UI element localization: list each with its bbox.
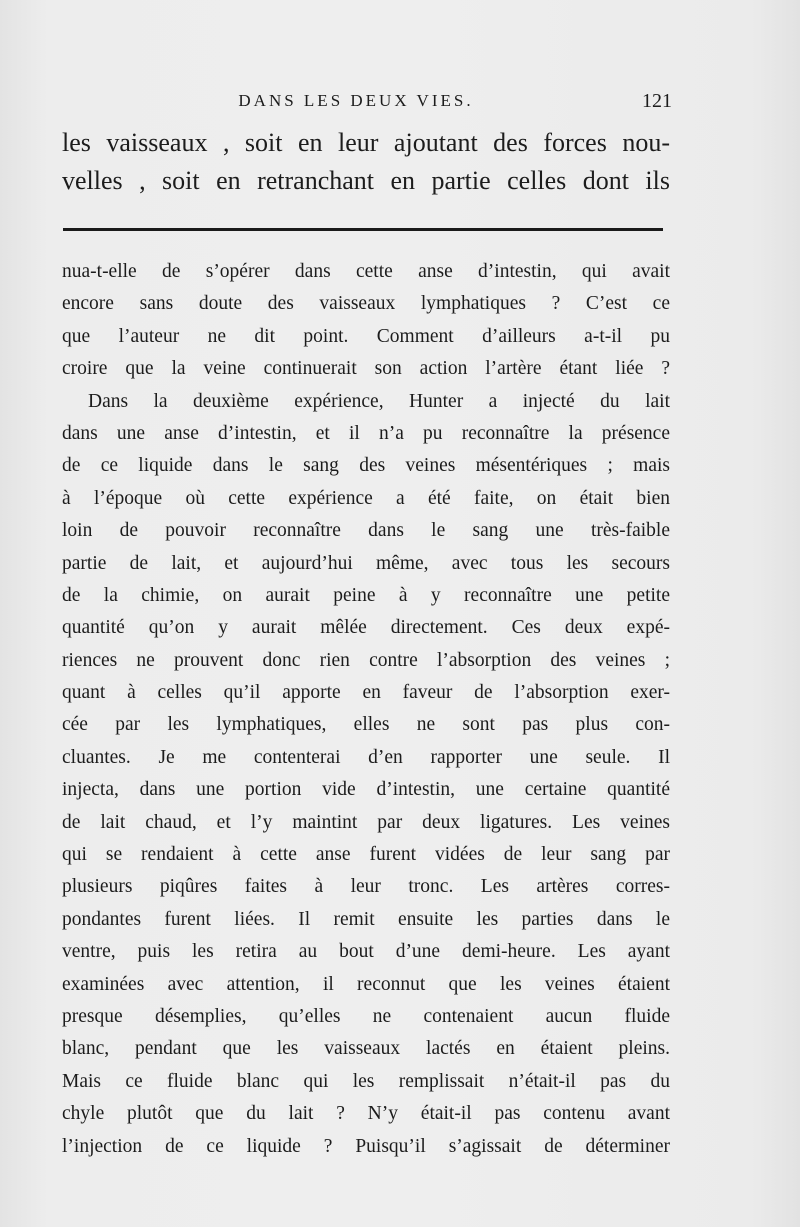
footnote-line: de la chimie, on aurait peine à y reconnaître une petite	[62, 584, 670, 606]
page-number: 121	[642, 90, 672, 112]
footnote-line: cluantes. Je me contenterai d’en rapporter une seule. Il	[62, 746, 670, 768]
footnote-line: partie de lait, et aujourd’hui même, avec tous les secours	[62, 552, 670, 574]
footnote-line: injecta, dans une portion vide d’intestin, une certaine quantité	[62, 779, 670, 801]
footnote-line: encore sans doute des vaisseaux lymphatiques ? C’est ce	[62, 293, 670, 315]
footnote-line: Dans la deuxième expérience, Hunter a injecté du lait	[88, 390, 670, 412]
footnote-line: loin de pouvoir reconnaître dans le sang une très-faible	[62, 520, 670, 542]
footnote-line: Mais ce fluide blanc qui les remplissait n’était-il pas du	[62, 1070, 670, 1092]
main-text	[62, 124, 670, 200]
footnote-line: riences ne prouvent donc rien contre l’absorption des veines ;	[62, 649, 670, 671]
footnote-line: cée par les lymphatiques, elles ne sont pas plus con-	[62, 714, 670, 736]
footnote-line: qui se rendaient à cette anse furent vidées de leur sang par	[62, 844, 670, 866]
main-text-line: les vaisseaux , soit en leur ajoutant des forces nou-	[62, 128, 670, 157]
footnote-line: ventre, puis les retira au bout d’une demi-heure. Les ayant	[62, 941, 670, 963]
footnote-line: chyle plutôt que du lait ? N’y était-il pas contenu avant	[62, 1103, 670, 1125]
footnote-line: plusieurs piqûres faites à leur tronc. Les artères corres-	[62, 876, 670, 898]
main-text-line: velles , soit en retranchant en partie celles dont ils	[62, 166, 670, 195]
footnote-line: nua-t-elle de s’opérer dans cette anse d’intestin, qui avait	[62, 261, 670, 282]
footnote-line: l’injection de ce liquide ? Puisqu’il s’agissait de déterminer	[62, 1135, 670, 1157]
footnote-line: croire que la veine continuerait son action l’artère étant liée ?	[62, 358, 670, 380]
footnote-line: dans une anse d’intestin, et il n’a pu reconnaître la présence	[62, 422, 670, 444]
running-title: DANS LES DEUX VIES.	[238, 91, 474, 110]
footnote-divider	[63, 228, 663, 231]
footnote-line: blanc, pendant que les vaisseaux lactés en étaient pleins.	[62, 1038, 670, 1060]
footnote-line: quant à celles qu’il apporte en faveur de l’absorption exer-	[62, 682, 670, 704]
running-head	[60, 88, 672, 114]
footnote-line: à l’époque où cette expérience a été faite, on était bien	[62, 487, 670, 509]
footnote-line: examinées avec attention, il reconnut que les veines étaient	[62, 973, 670, 995]
footnote-line: presque désemplies, qu’elles ne contenaient aucun fluide	[62, 1005, 670, 1027]
footnote-line: de ce liquide dans le sang des veines mésentériques ; mais	[62, 455, 670, 477]
footnote-line: quantité qu’on y aurait mêlée directement. Ces deux expé-	[62, 617, 670, 639]
footnote-line: pondantes furent liées. Il remit ensuite les parties dans le	[62, 908, 670, 930]
footnote-text	[62, 256, 670, 1163]
footnote-line: de lait chaud, et l’y maintint par deux ligatures. Les veines	[62, 811, 670, 833]
footnote-line: que l’auteur ne dit point. Comment d’ailleurs a-t-il pu	[62, 325, 670, 347]
